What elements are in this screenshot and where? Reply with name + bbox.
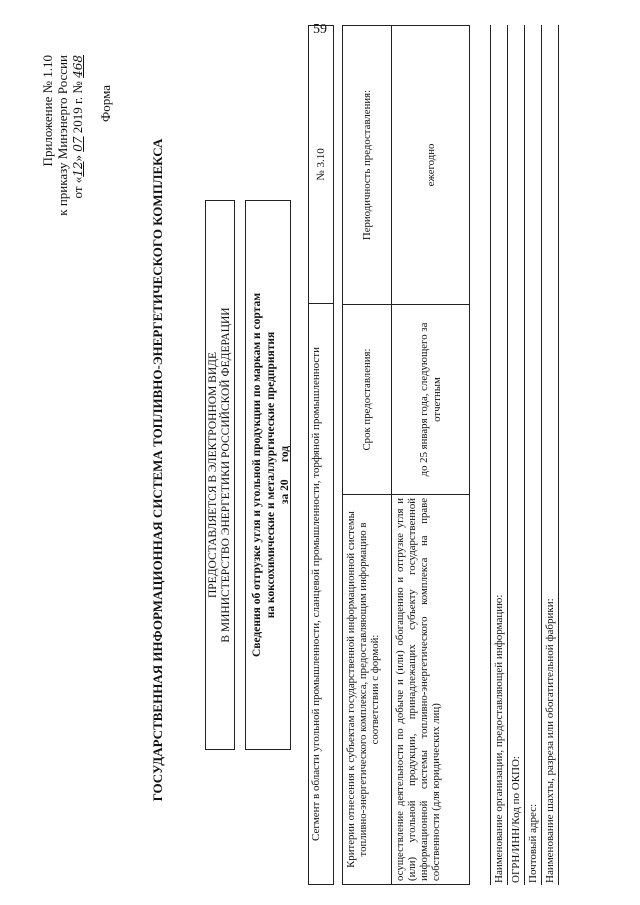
handwritten-order-number: 468 — [71, 55, 85, 78]
report-title-line-1: Сведения об отгрузке угля и угольной продукции по маркам и сортам — [251, 292, 263, 658]
appendix-header — [40, 55, 86, 216]
appendix-line-1: Приложение № 1.10 — [40, 55, 55, 167]
deadline-header: Срок предоставления: — [343, 304, 391, 494]
rotated-form-sheet — [30, 25, 575, 885]
date-prefix: от « — [70, 176, 85, 199]
report-title-box — [245, 200, 291, 750]
criteria-text: осуществление деятельности по добыче и (или) обогащению и отгрузке угля и (или) угольной продукции, принадлежащих субъекту государственной информационной системы топливно-энергетического комплекса на праве собственности (для юридических лиц) — [392, 494, 469, 884]
page-number: 59 — [313, 22, 327, 37]
appendix-line-3 — [70, 55, 86, 216]
main-title: ГОСУДАРСТВЕННАЯ ИНФОРМАЦИОННАЯ СИСТЕМА ТОПЛИВНО-ЭНЕРГЕТИЧЕСКОГО КОМПЛЕКСА — [150, 138, 165, 802]
handwritten-month: 07 — [71, 136, 85, 152]
org-name-field[interactable]: Наименование организации, предоставляющей информацию: — [490, 25, 507, 885]
submission-line-1: ПРЕДОСТАВЛЯЕТСЯ В ЭЛЕКТРОННОМ ВИДЕ — [207, 351, 219, 599]
frequency-header: Периодичность предоставления: — [361, 89, 373, 241]
handwritten-day: 12 — [71, 161, 85, 177]
criteria-table — [342, 25, 470, 885]
date-year: 2019 г. № — [70, 77, 85, 137]
form-label: Форма — [98, 85, 113, 122]
submission-line-2: В МИНИСТЕРСТВО ЭНЕРГЕТИКИ РОССИЙСКОЙ ФЕДЕРАЦИИ — [220, 307, 232, 643]
date-mid: » — [70, 151, 85, 162]
postal-address-field[interactable]: Почтовый адрес: — [524, 25, 541, 885]
deadline-value: до 25 января года, следующего за отчетным — [392, 304, 469, 494]
mine-name-field[interactable]: Наименование шахты, разреза или обогатительной фабрики: — [541, 25, 559, 885]
segment-text: Сегмент в области угольной промышленности, сланцевой промышленности, торфяной промышленности — [309, 303, 333, 884]
segment-box — [308, 25, 334, 885]
ogrn-field[interactable]: ОГРН/ИНН/Код по ОКПО: — [507, 25, 524, 885]
criteria-header-row — [343, 26, 392, 884]
submission-box — [205, 200, 235, 750]
criteria-body-row — [392, 26, 469, 884]
appendix-line-2: к приказу Минэнерго России — [55, 55, 70, 216]
frequency-value: ежегодно — [424, 143, 437, 187]
organization-info-lines — [490, 25, 559, 885]
criteria-header: Критерии отнесения к субъектам государственной информационной системы топливно-энергетического комплекса, предоставляющим информацию в соответствии с формой: — [343, 494, 391, 884]
report-title-line-2: на коксохимические и металлургические предприятия — [265, 331, 277, 619]
report-period: за 20 год — [279, 445, 291, 505]
segment-number: № 3.10 — [315, 148, 327, 181]
